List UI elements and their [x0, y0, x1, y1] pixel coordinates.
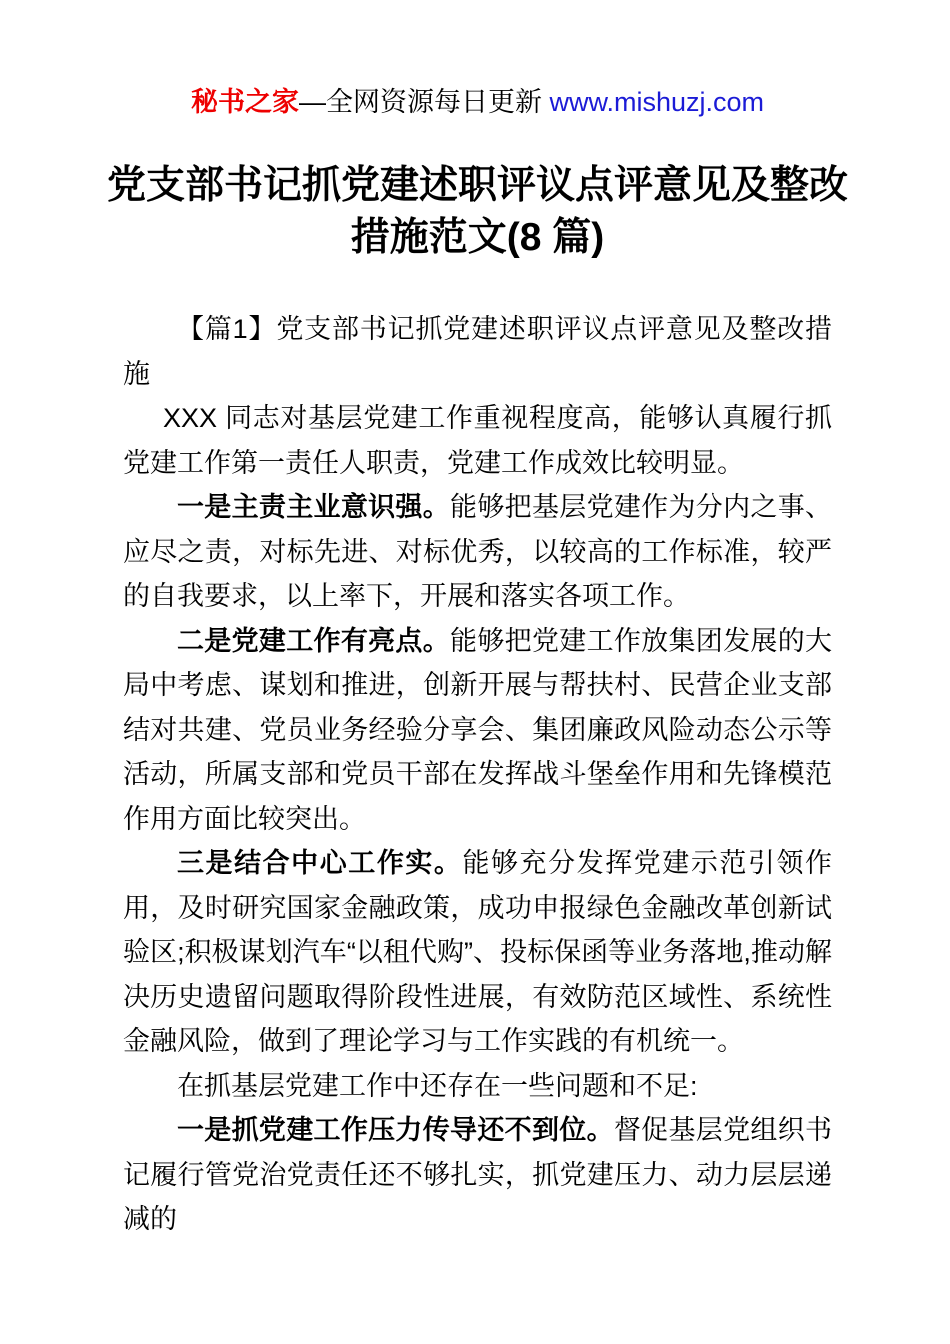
- document-body: [123, 307, 832, 1242]
- paragraph-intro: XXX 同志对基层党建工作重视程度高，能够认真履行抓党建工作第一责任人职责，党建工作成效比较明显。: [123, 403, 832, 478]
- paragraph-point-2-lead: 二是党建工作有亮点。: [177, 625, 451, 656]
- paragraph-point-1: 一是主责主业意识强。能够把基层党建作为分内之事、应尽之责，对标先进、对标优秀，以较高的工作标准，较严的自我要求，以上率下，开展和落实各项工作。: [123, 492, 833, 611]
- site-tagline: —全网资源每日更新: [298, 87, 550, 117]
- document-title-line1: 党支部书记抓党建述职评议点评意见及整改: [106, 164, 848, 207]
- site-header: [123, 86, 832, 118]
- paragraph-section-heading: 【篇1】党支部书记抓党建述职评议点评意见及整改措施: [123, 314, 832, 389]
- site-url-link[interactable]: www.mishuzj.com: [549, 87, 765, 117]
- paragraph-point-2: 二是党建工作有亮点。能够把党建工作放集团发展的大局中考虑、谋划和推进，创新开展与帮扶村、民营企业支部结对共建、党员业务经验分享会、集团廉政风险动态公示等活动，所属支部和党员干部在发挥战斗堡垒作用和先锋模范作用方面比较突出。: [123, 625, 833, 834]
- paragraph-problem-1-lead: 一是抓党建工作压力传导还不到位。: [177, 1115, 614, 1145]
- document-title-line2: 措施范文(8 篇): [350, 216, 605, 259]
- paragraph-problem-1: 一是抓党建工作压力传导还不到位。督促基层党组织书记履行管党治党责任还不够扎实，抓党建压力、动力层层递减的: [123, 1115, 833, 1234]
- site-brand: 秘书之家: [190, 87, 299, 117]
- paragraph-point-3-lead: 三是结合中心工作实。: [177, 848, 463, 878]
- paragraph-problems-intro: 在抓基层党建工作中还存在一些问题和不足:: [177, 1070, 698, 1101]
- paragraph-point-1-lead: 一是主责主业意识强。: [177, 492, 451, 522]
- paragraph-point-3: 三是结合中心工作实。能够充分发挥党建示范引领作用，及时研究国家金融政策，成功申报绿色金融改革创新试验区;积极谋划汽车“以租代购”、投标保函等业务落地,推动解决历史遗留问题取得阶段性进展，有效防范区域性、系统性金融风险，做到了理论学习与工作实践的有机统一。: [123, 848, 833, 1056]
- document-title: [70, 160, 885, 264]
